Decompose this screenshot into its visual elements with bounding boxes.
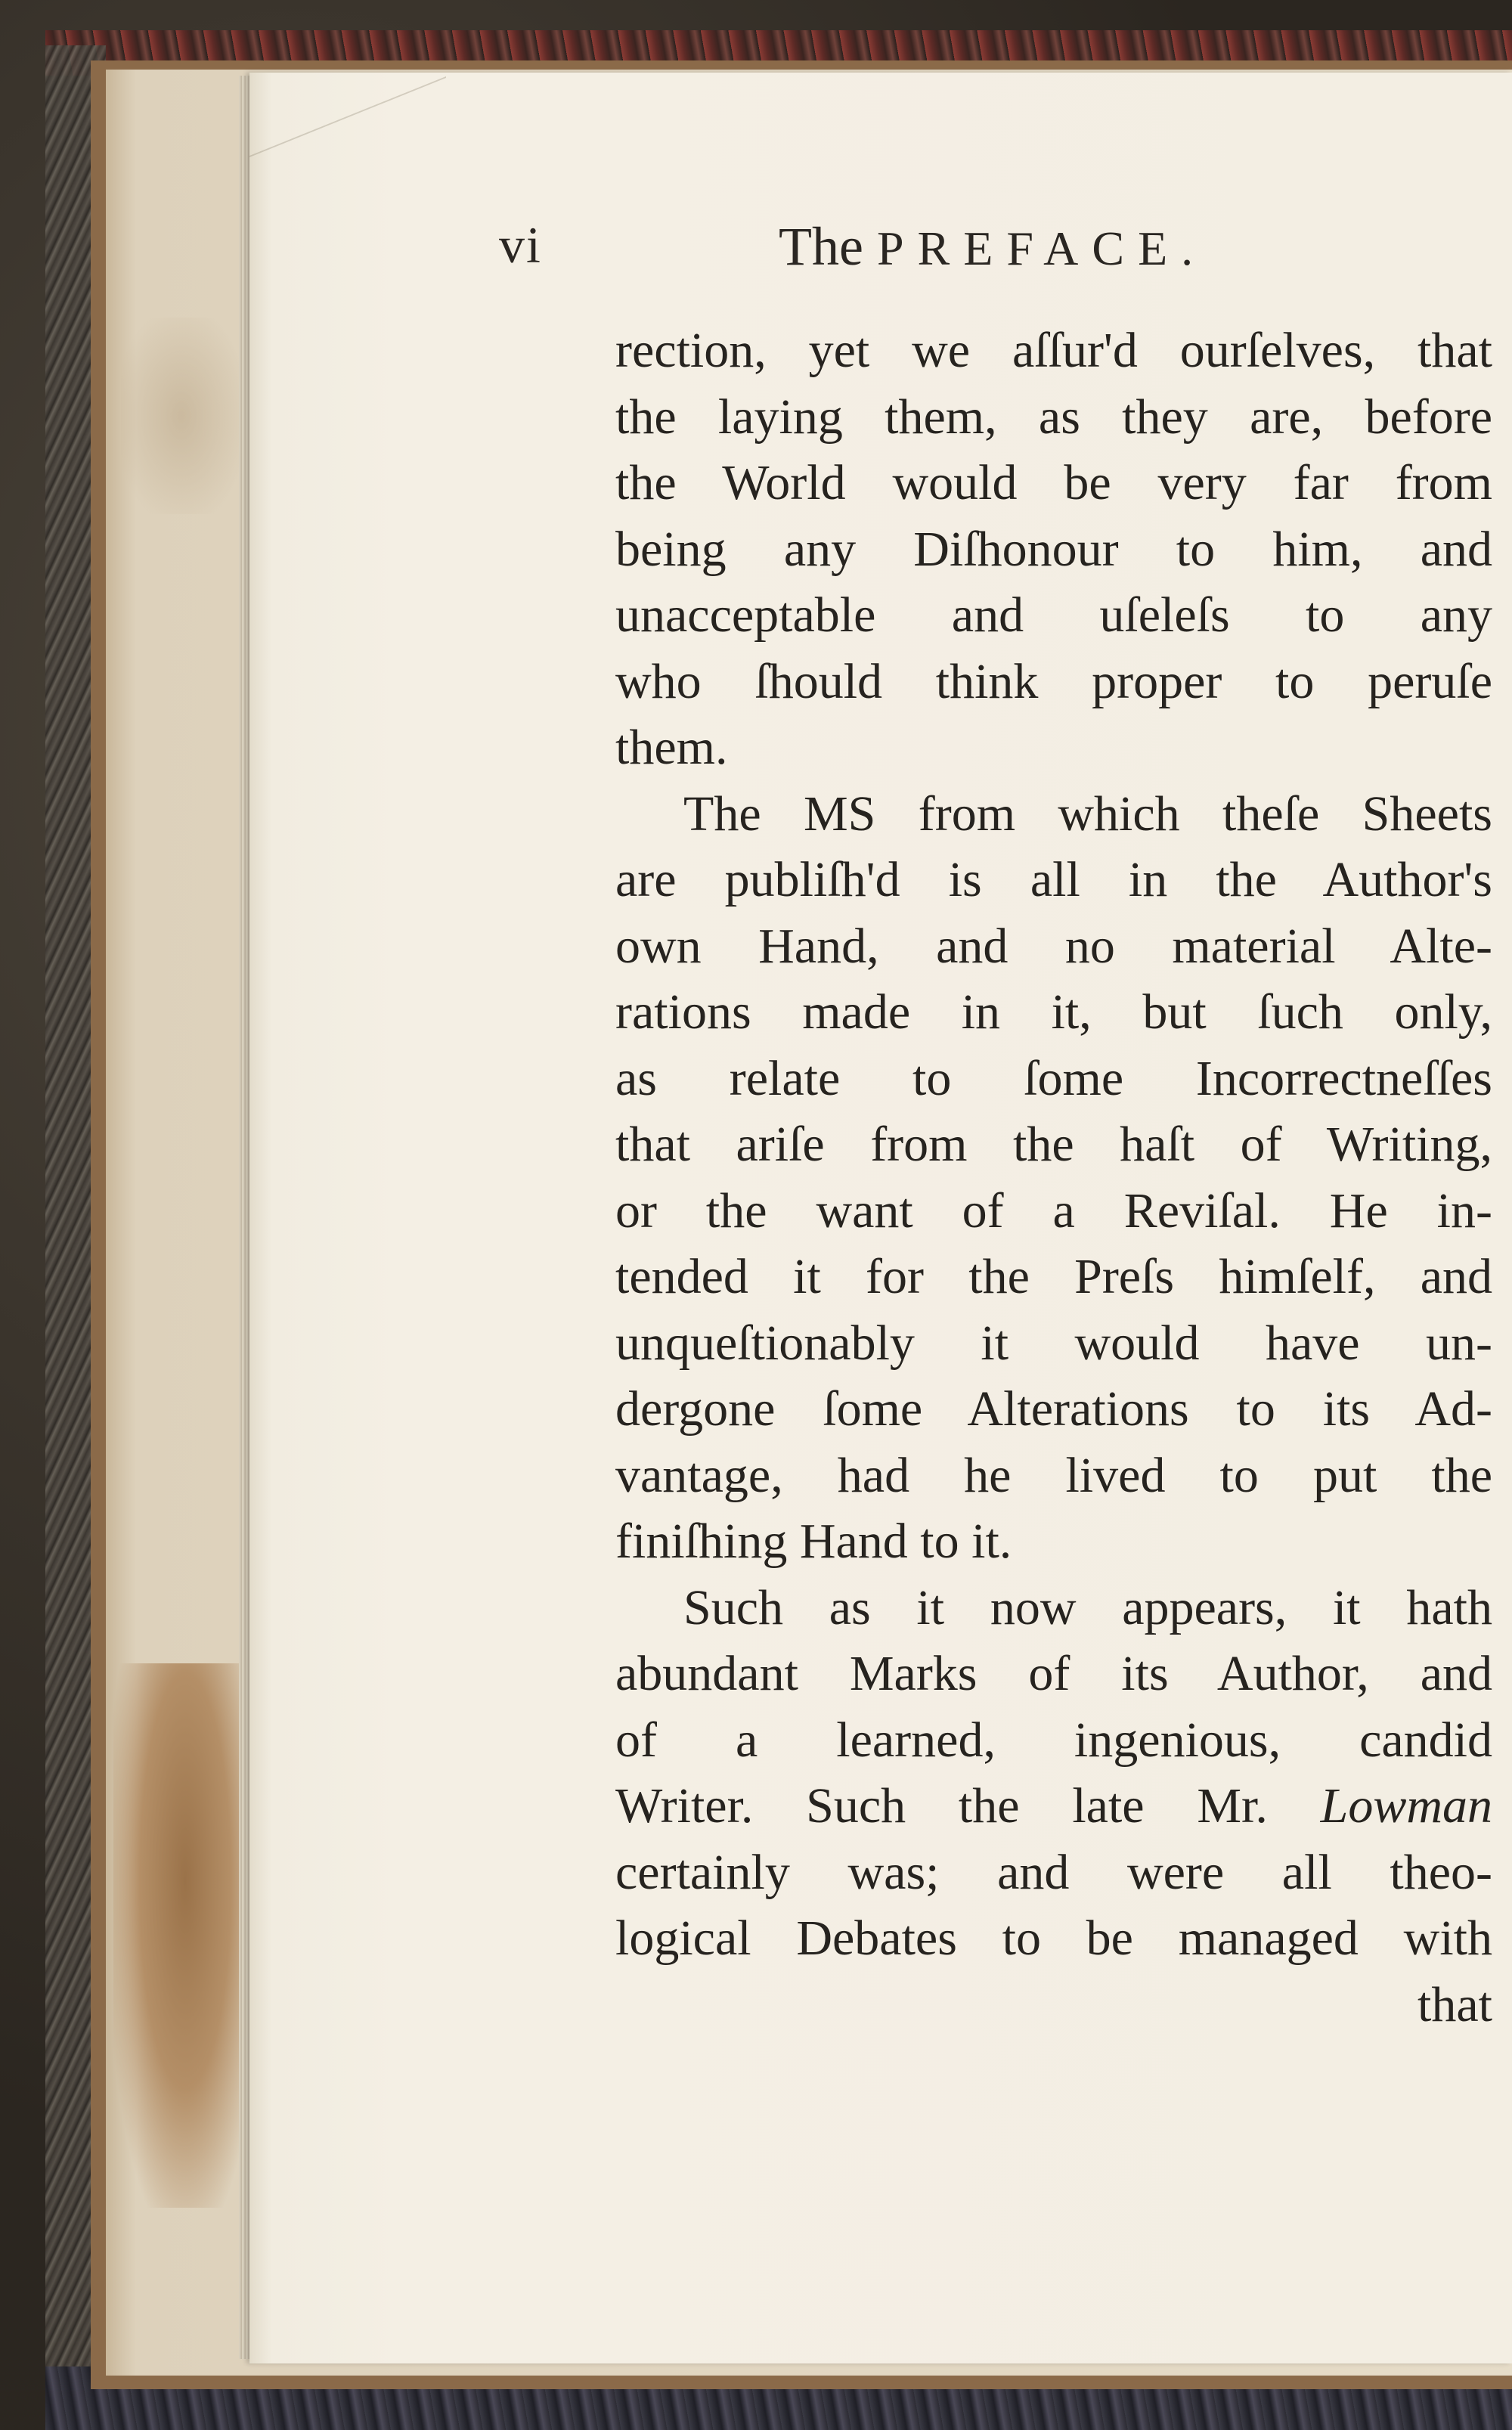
text-line: or the want of a Reviſal. He in- (615, 1182, 1492, 1238)
running-head-title: PREFACE. (876, 222, 1207, 275)
text-line: rection, yet we aſſur'd ourſelves, that (615, 323, 1492, 378)
text-line: finiſhing Hand to it. (615, 1514, 1012, 1569)
faint-stain (121, 318, 242, 514)
author-name: Lowman (1320, 1778, 1492, 1833)
text-line: that ariſe from the haſt of Writing, (615, 1117, 1492, 1172)
text-line: them. (615, 720, 728, 775)
page-edges (239, 76, 249, 2359)
text-line: who ſhould think proper to peruſe (615, 653, 1492, 709)
text-line: logical Debates to be managed with (615, 1911, 1492, 1966)
text-line: abundant Marks of its Author, and (615, 1646, 1492, 1701)
text-segment: Writer. Such the late Mr. (615, 1778, 1268, 1833)
page-header (499, 215, 1497, 291)
text-line: the laying them, as they are, before (615, 389, 1492, 445)
text-line (615, 1773, 1492, 1840)
text-line: dergone ſome Alterations to its Ad- (615, 1381, 1492, 1437)
text-line: of a learned, ingenious, candid (615, 1712, 1492, 1768)
text-line: rations made in it, but ſuch only, (615, 984, 1492, 1040)
text-line: the World would be very far from (615, 455, 1492, 510)
catchword: that (1418, 1976, 1492, 2032)
text-line: tended it for the Preſs himſelf, and (615, 1249, 1492, 1304)
text-line: unqueſtionably it would have un- (615, 1315, 1492, 1371)
paragraph-start: Such as it now appears, it hath (683, 1579, 1492, 1635)
running-head (779, 215, 1207, 278)
text-line: being any Diſhonour to him, and (615, 521, 1492, 577)
text-line: own Hand, and no material Alte- (615, 918, 1492, 974)
running-head-prefix: The (779, 216, 863, 277)
text-line: as relate to ſome Incorrectneſſes (615, 1050, 1492, 1106)
text-line: are publiſh'd is all in the Author's (615, 852, 1492, 907)
paragraph-start: The MS from which theſe Sheets (683, 786, 1492, 842)
body-text (615, 318, 1492, 2038)
page-number: vi (499, 216, 542, 274)
water-stain (113, 1663, 257, 2208)
text-line: unacceptable and uſeleſs to any (615, 587, 1492, 643)
text-line: vantage, had he lived to put the (615, 1447, 1492, 1503)
text-line: certainly was; and were all theo- (615, 1844, 1492, 1900)
